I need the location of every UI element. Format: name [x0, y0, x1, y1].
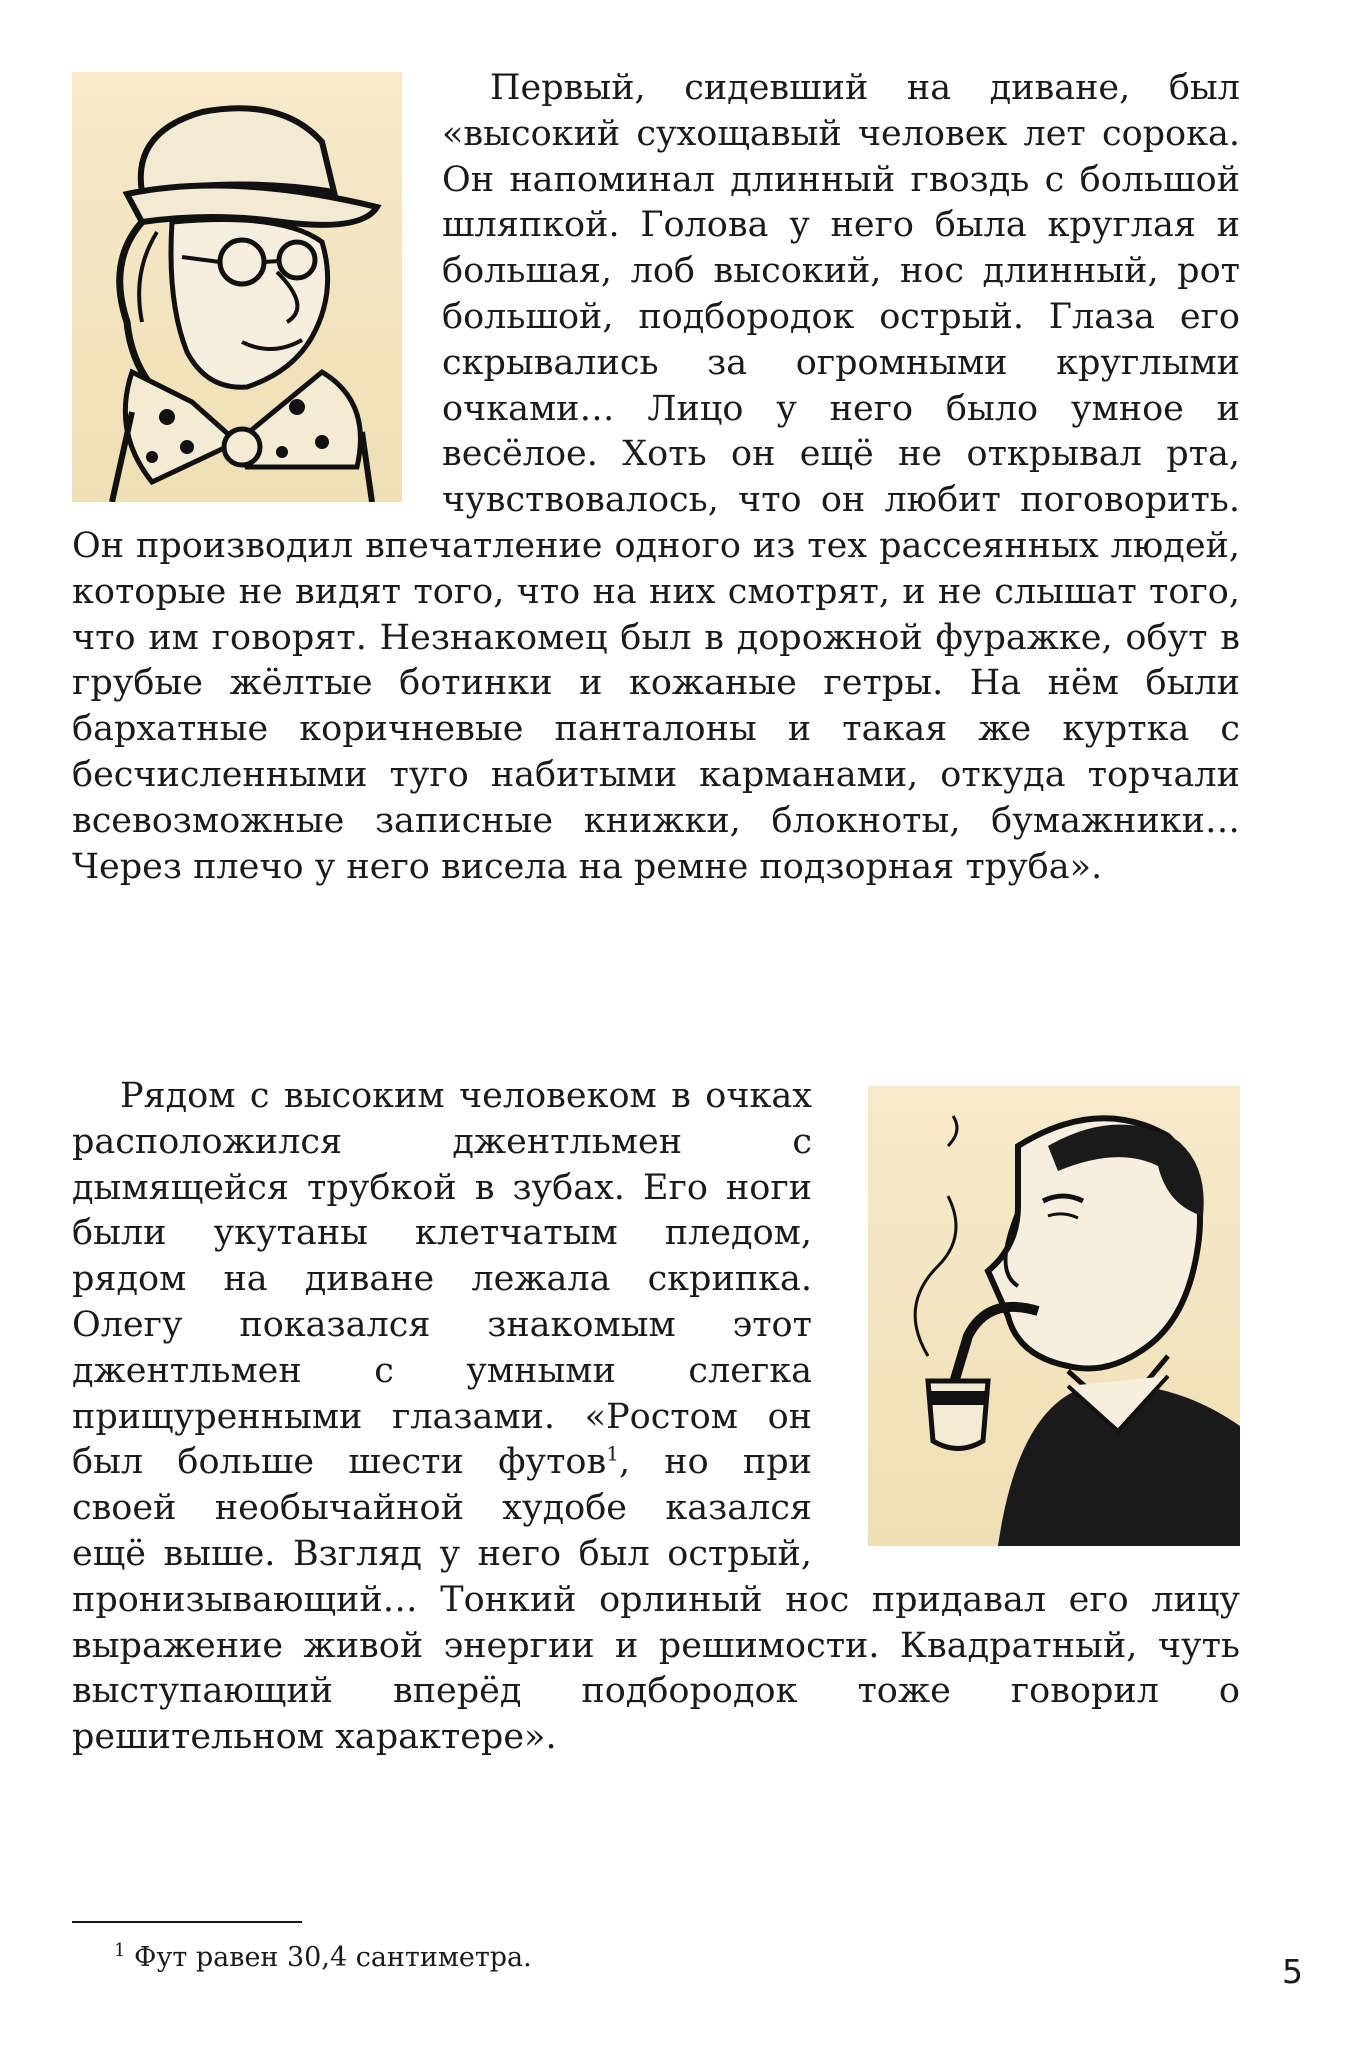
footnote-number: 1: [114, 1940, 126, 1961]
paragraph-2-part-1: Рядом с высоким человеком в очках расположился джентльмен с дымящейся трубкой в зубах. Его ноги были укутаны клетчатым пледом, рядом на диване лежала скрипка. Олегу показался знакомым этот джентльмен с умными слегка прищуренными глазами. «Ростом он был больше шести футов: [72, 1076, 812, 1483]
page-number: 5: [1282, 1952, 1303, 1991]
footnote-text: Фут равен 30,4 сантиметра.: [134, 1942, 532, 1973]
footnote: [114, 1934, 532, 1975]
footnote-divider: [72, 1921, 302, 1923]
illustration-professor: [72, 72, 402, 502]
paragraph-1: Первый, сидевший на диване, был «высокий сухощавый человек лет сорока. Он напоминал длинный гвоздь с большой шляпкой. Голова у него была круглая и большая, лоб высокий, нос длинный, рот большой, подбородок острый. Глаза его скрывались за огромными круглыми очками… Лицо у него было умное и весёлое. Хоть он ещё не открывал рта, чувствовалось, что он любит поговорить. Он производил впечатление одного из тех рассеянных людей, которые не видят того, что на них смотрят, и не слышат того, что им говорят. Незнакомец был в дорожной фуражке, обут в грубые жёлтые ботинки и кожаные гетры. На нём были бархатные коричневые панталоны и такая же куртка с бесчисленными туго набитыми карманами, откуда торчали всевозможные записные книжки, блокноты, бумажники… Через плечо у него висела на ремне подзорная труба».: [72, 68, 1240, 887]
footnote-reference[interactable]: 1: [606, 1441, 619, 1466]
professor-drawing: [72, 72, 402, 502]
text-block-2: [72, 1074, 1240, 1761]
holmes-drawing: [868, 1086, 1240, 1546]
illustration-holmes: [868, 1086, 1240, 1546]
text-block-1: [72, 66, 1240, 890]
paragraph-2-part-2: , но при своей необычайной худобе казался ещё выше. Взгляд у него был острый, пронизывающий… Тонкий орлиный нос придавал его лицу выражение живой энергии и решимости. Квадратный, чуть выступающий вперёд подбородок тоже говорил о решительном характере».: [72, 1442, 1240, 1758]
